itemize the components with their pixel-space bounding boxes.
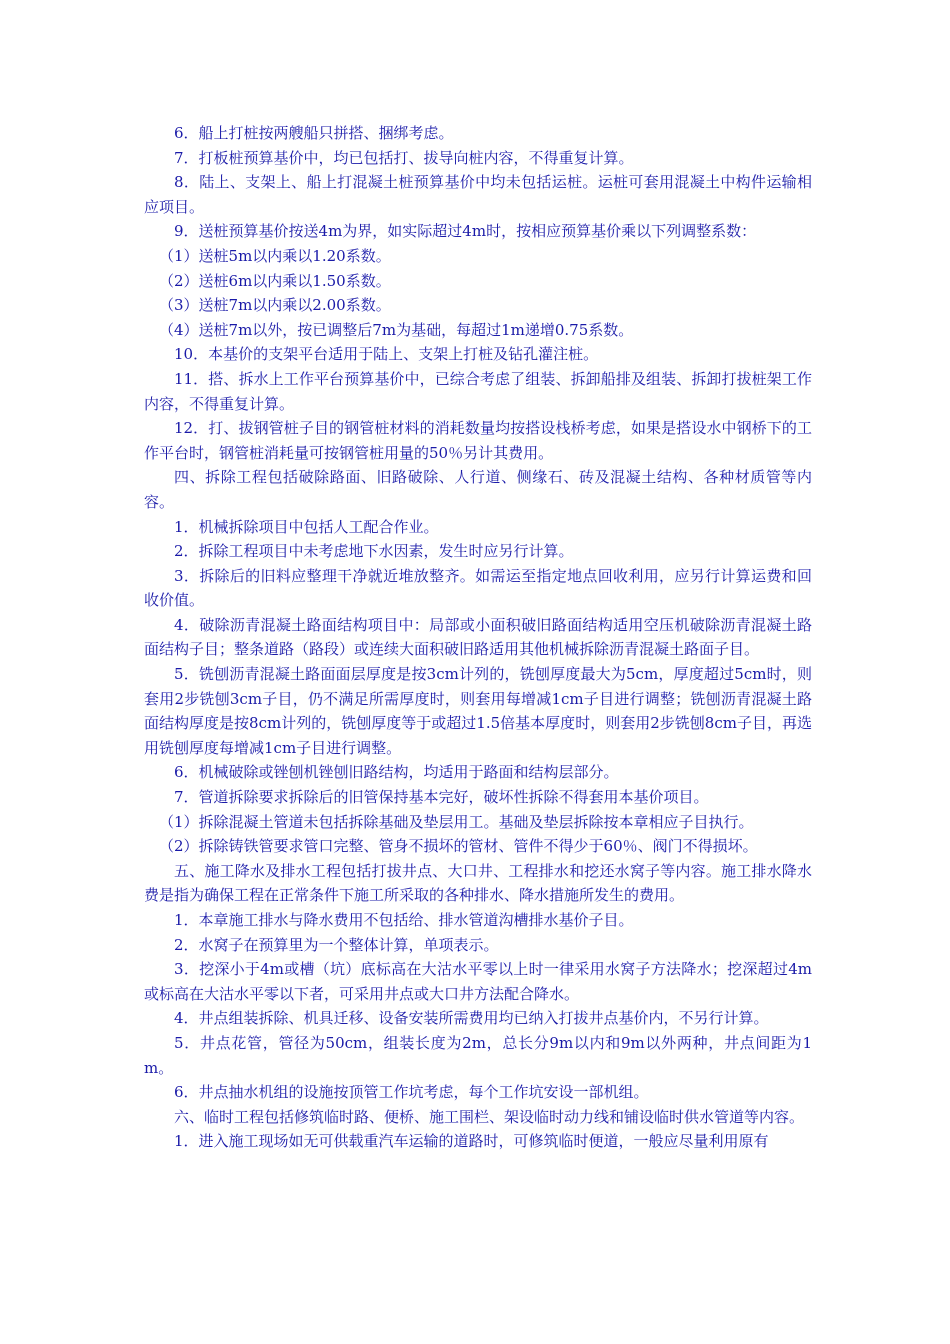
paragraph: 1．本章施工排水与降水费用不包括给、排水管道沟槽排水基价子目。 [174,911,634,929]
paragraph: 4．井点组装拆除、机具迁移、设备安装所需费用均已纳入打拔井点基价内，不另行计算。 [174,1009,769,1028]
section-heading: 五、施工降水及排水工程包括打拔井点、大口井、工程排水和挖还水窝子等内容。施工排水降水费是指为确保工程在正常条件下施工所采取的各种排水、降水措施所发生的费用。 [144,861,812,905]
paragraph: 9．送桩预算基价按送4m为界，如实际超过4m时，按相应预算基价乘以下列调整系数： [174,222,757,241]
paragraph: 6．船上打桩按两艘船只拼搭、捆绑考虑。 [174,124,454,142]
paragraph: 12．打、拔钢管桩子目的钢管桩材料的消耗数量均按搭设栈桥考虑，如果是搭设水中钢桥下的工作平台时，钢管桩消耗量可按钢管桩用量的50％另计其费用。 [144,419,812,462]
sub-item: （1）送桩5m以内乘以1.20系数。 [159,246,391,265]
paragraph: 4．破除沥青混凝土路面结构项目中：局部或小面积破旧路面结构适用空压机破除沥青混凝土路面结构子目；整条道路（路段）或连续大面积破旧路适用其他机械拆除沥青混凝土路面子目。 [144,615,812,659]
paragraph: 10．本基价的支架平台适用于陆上、支架上打桩及钻孔灌注桩。 [174,345,599,364]
paragraph: 2．水窝子在预算里为一个整体计算，单项表示。 [174,935,499,954]
sub-item: （2）拆除铸铁管要求管口完整、管身不损坏的管材、管件不得少于60％、阀门不得损坏。 [159,837,758,856]
paragraph: 2．拆除工程项目中未考虑地下水因素，发生时应另行计算。 [174,542,574,561]
paragraph: 1．进入施工现场如无可供载重汽车运输的道路时，可修筑临时便道，一般应尽量利用原有 [174,1132,769,1151]
sub-item: （3）送桩7m以内乘以2.00系数。 [159,296,391,315]
paragraph: 5．铣刨沥青混凝土路面面层厚度是按3cm计列的，铣刨厚度最大为5cm，厚度超过5cm时，则套用2步铣刨3cm子目，仍不满足所需厚度时，则套用每增减1cm子目进行调整；铣刨沥青混凝土路面结构厚度是按8cm计列的，铣刨厚度等于或超过1.5倍基本厚度时，则套用2步铣刨8cm子目，再选用铣刨厚度每增减1cm子目进行调整。 [144,665,812,757]
sub-item: （4）送桩7m以外，按已调整后7m为基础，每超过1m递增0.75系数。 [159,320,634,339]
sub-item: （1）拆除混凝土管道未包括拆除基础及垫层用工。基础及垫层拆除按本章相应子目执行。 [159,812,754,831]
sub-item: （2）送桩6m以内乘以1.50系数。 [159,271,391,290]
document-body [144,121,812,1154]
section-heading: 六、临时工程包括修筑临时路、便桥、施工围栏、架设临时动力线和铺设临时供水管道等内容。 [174,1107,805,1126]
paragraph: 3．拆除后的旧料应整理干净就近堆放整齐。如需运至指定地点回收利用，应另行计算运费和回收价值。 [144,566,812,610]
paragraph: 3．挖深小于4m或槽（坑）底标高在大沽水平零以上时一律采用水窝子方法降水；挖深超过4m或标高在大沽水平零以下者，可采用井点或大口井方法配合降水。 [144,960,812,1003]
paragraph: 11．搭、拆水上工作平台预算基价中，已综合考虑了组装、拆卸船排及组装、拆卸打拔桩架工作内容，不得重复计算。 [144,369,812,413]
section-heading: 四、拆除工程包括破除路面、旧路破除、人行道、侧缘石、砖及混凝土结构、各种材质管等内容。 [144,468,812,511]
paragraph: 8．陆上、支架上、船上打混凝土桩预算基价中均未包括运桩。运桩可套用混凝土中构件运输相应项目。 [144,173,812,216]
paragraph: 6．井点抽水机组的设施按顶管工作坑考虑，每个工作坑安设一部机组。 [174,1083,649,1102]
paragraph: 7．打板桩预算基价中，均已包括打、拔导向桩内容，不得重复计算。 [174,148,634,167]
paragraph: 5．井点花管，管径为50cm，组装长度为2m，总长分9m以内和9m以外两种，井点间距为1m。 [144,1033,812,1077]
paragraph: 7．管道拆除要求拆除后的旧管保持基本完好，破坏性拆除不得套用本基价项目。 [174,788,709,807]
paragraph: 1．机械拆除项目中包括人工配合作业。 [174,517,439,536]
paragraph: 6．机械破除或锉刨机锉刨旧路结构，均适用于路面和结构层部分。 [174,763,619,782]
